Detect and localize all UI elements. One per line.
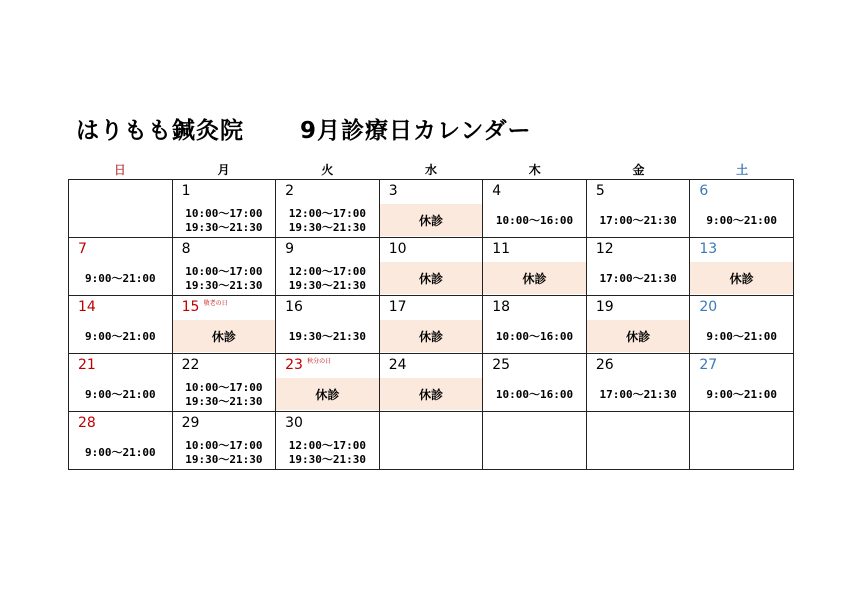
- hours-line: 9:00～21:00: [706, 214, 777, 227]
- day-number: 8: [181, 241, 191, 257]
- day-cell-11: [483, 238, 587, 296]
- calendar-week-row: [69, 180, 794, 238]
- day-cell-29: [172, 412, 276, 470]
- opening-hours: [690, 330, 793, 344]
- opening-hours: [173, 439, 276, 467]
- hours-line: 12:00～17:00: [288, 265, 367, 278]
- hours-line: 9:00～21:00: [706, 388, 777, 401]
- closed-label: 休診: [380, 320, 483, 352]
- weekday-saturday: 土: [736, 163, 749, 177]
- opening-hours: [587, 272, 690, 286]
- opening-hours: [483, 214, 586, 228]
- weekday-thursday: 木: [528, 163, 541, 177]
- hours-line: 9:00～21:00: [84, 388, 156, 401]
- day-number: 26: [595, 357, 614, 373]
- empty-day-cell: [69, 180, 173, 238]
- weekday-sunday: 日: [113, 163, 126, 177]
- day-number: 10: [388, 241, 407, 257]
- hours-line: 19:30～21:30: [185, 221, 263, 234]
- closed-label: 休診: [380, 262, 483, 294]
- hours-line: 10:00～17:00: [185, 207, 263, 220]
- clinic-name: はりもも鍼灸院: [76, 118, 244, 144]
- day-cell-25: [483, 354, 587, 412]
- opening-hours: [483, 388, 586, 402]
- closed-label: 休診: [173, 320, 276, 352]
- closed-label: 休診: [690, 262, 793, 294]
- day-cell-14: [69, 296, 173, 354]
- calendar-week-row: [69, 412, 794, 470]
- day-number: 22: [181, 357, 200, 373]
- hours-line: 9:00～21:00: [84, 446, 156, 459]
- opening-hours: [276, 439, 379, 467]
- day-cell-6: [690, 180, 794, 238]
- day-cell-7: [69, 238, 173, 296]
- day-number: 13: [699, 241, 718, 257]
- opening-hours: [276, 265, 379, 293]
- closed-label: 休診: [380, 204, 483, 236]
- day-number: 2: [285, 183, 295, 199]
- calendar-week-row: [69, 238, 794, 296]
- day-number: 1: [181, 183, 191, 199]
- day-number: 25: [492, 357, 511, 373]
- hours-line: 9:00～21:00: [706, 330, 777, 343]
- weekday-friday: 金: [632, 163, 645, 177]
- day-number: 28: [78, 415, 96, 431]
- calendar-title: 9月診療日カレンダー: [300, 118, 532, 144]
- calendar-week-row: [69, 296, 794, 354]
- hours-line: 10:00～17:00: [185, 381, 263, 394]
- day-number: 14: [78, 299, 96, 315]
- day-number: 27: [699, 357, 718, 373]
- day-number: 19: [595, 299, 614, 315]
- day-number: 23: [285, 357, 303, 373]
- hours-line: 10:00～17:00: [185, 265, 263, 278]
- day-cell-28: [69, 412, 173, 470]
- day-number: 21: [78, 357, 96, 373]
- day-number: 9: [285, 241, 295, 257]
- empty-day-cell: [586, 412, 690, 470]
- day-number: 24: [388, 357, 407, 373]
- hours-line: 19:30～21:30: [288, 221, 367, 234]
- day-cell-19: [586, 296, 690, 354]
- day-cell-17: [379, 296, 483, 354]
- hours-line: 19:30～21:30: [185, 395, 263, 408]
- opening-hours: [69, 272, 172, 286]
- day-cell-23: [276, 354, 380, 412]
- day-number: 6: [699, 183, 709, 199]
- empty-day-cell: [690, 412, 794, 470]
- opening-hours: [587, 214, 690, 228]
- empty-day-cell: [483, 412, 587, 470]
- day-number: 12: [595, 241, 614, 257]
- opening-hours: [69, 388, 172, 402]
- day-number: 16: [285, 299, 303, 315]
- opening-hours: [587, 388, 690, 402]
- holiday-label: 秋分の日: [307, 358, 332, 365]
- hours-line: 17:00～21:30: [599, 272, 677, 285]
- hours-line: 19:30～21:30: [185, 453, 263, 466]
- day-number: 11: [492, 241, 511, 257]
- hours-line: 10:00～16:00: [495, 214, 574, 227]
- opening-hours: [276, 330, 379, 344]
- opening-hours: [173, 207, 276, 235]
- weekday-tuesday: 火: [321, 163, 334, 177]
- hours-line: 19:30～21:30: [288, 330, 367, 343]
- hours-line: 10:00～17:00: [185, 439, 263, 452]
- day-cell-22: [172, 354, 276, 412]
- day-cell-27: [690, 354, 794, 412]
- day-cell-30: [276, 412, 380, 470]
- calendar-week-row: [69, 354, 794, 412]
- weekday-monday: 月: [217, 163, 230, 177]
- day-number: 20: [699, 299, 718, 315]
- day-number: 29: [181, 415, 200, 431]
- opening-hours: [483, 330, 586, 344]
- day-cell-24: [379, 354, 483, 412]
- hours-line: 12:00～17:00: [288, 207, 367, 220]
- day-number: 18: [492, 299, 511, 315]
- day-number: 4: [492, 183, 502, 199]
- day-cell-5: [586, 180, 690, 238]
- hours-line: 10:00～16:00: [495, 330, 574, 343]
- weekday-wednesday: 水: [425, 163, 438, 177]
- day-cell-9: [276, 238, 380, 296]
- closed-label: 休診: [483, 262, 586, 294]
- hours-line: 10:00～16:00: [495, 388, 574, 401]
- day-cell-16: [276, 296, 380, 354]
- day-cell-18: [483, 296, 587, 354]
- closed-label: 休診: [587, 320, 690, 352]
- hours-line: 9:00～21:00: [84, 330, 156, 343]
- day-number: 30: [285, 415, 303, 431]
- day-number: 7: [78, 241, 87, 257]
- hours-line: 19:30～21:30: [288, 453, 367, 466]
- day-cell-8: [172, 238, 276, 296]
- day-cell-26: [586, 354, 690, 412]
- day-number: 15: [181, 299, 200, 315]
- empty-day-cell: [379, 412, 483, 470]
- weekday-header: [68, 161, 794, 178]
- hours-line: 19:30～21:30: [288, 279, 367, 292]
- day-cell-3: [379, 180, 483, 238]
- closed-label: 休診: [380, 378, 483, 410]
- opening-hours: [690, 214, 793, 228]
- hours-line: 17:00～21:30: [599, 388, 677, 401]
- day-number: 5: [595, 183, 605, 199]
- day-cell-13: [690, 238, 794, 296]
- opening-hours: [173, 265, 276, 293]
- opening-hours: [173, 381, 276, 409]
- day-cell-12: [586, 238, 690, 296]
- day-cell-1: [172, 180, 276, 238]
- calendar-grid: [68, 179, 794, 470]
- day-cell-4: [483, 180, 587, 238]
- opening-hours: [69, 330, 172, 344]
- day-cell-2: [276, 180, 380, 238]
- day-cell-21: [69, 354, 173, 412]
- hours-line: 9:00～21:00: [84, 272, 156, 285]
- day-cell-15: [172, 296, 276, 354]
- hours-line: 12:00～17:00: [288, 439, 367, 452]
- day-cell-20: [690, 296, 794, 354]
- opening-hours: [690, 388, 793, 402]
- hours-line: 17:00～21:30: [599, 214, 677, 227]
- opening-hours: [69, 446, 172, 460]
- day-cell-10: [379, 238, 483, 296]
- holiday-label: 敬老の日: [203, 300, 228, 307]
- day-number: 3: [388, 183, 398, 199]
- page-title: [76, 112, 532, 145]
- closed-label: 休診: [276, 378, 379, 410]
- day-number: 17: [388, 299, 407, 315]
- hours-line: 19:30～21:30: [185, 279, 263, 292]
- opening-hours: [276, 207, 379, 235]
